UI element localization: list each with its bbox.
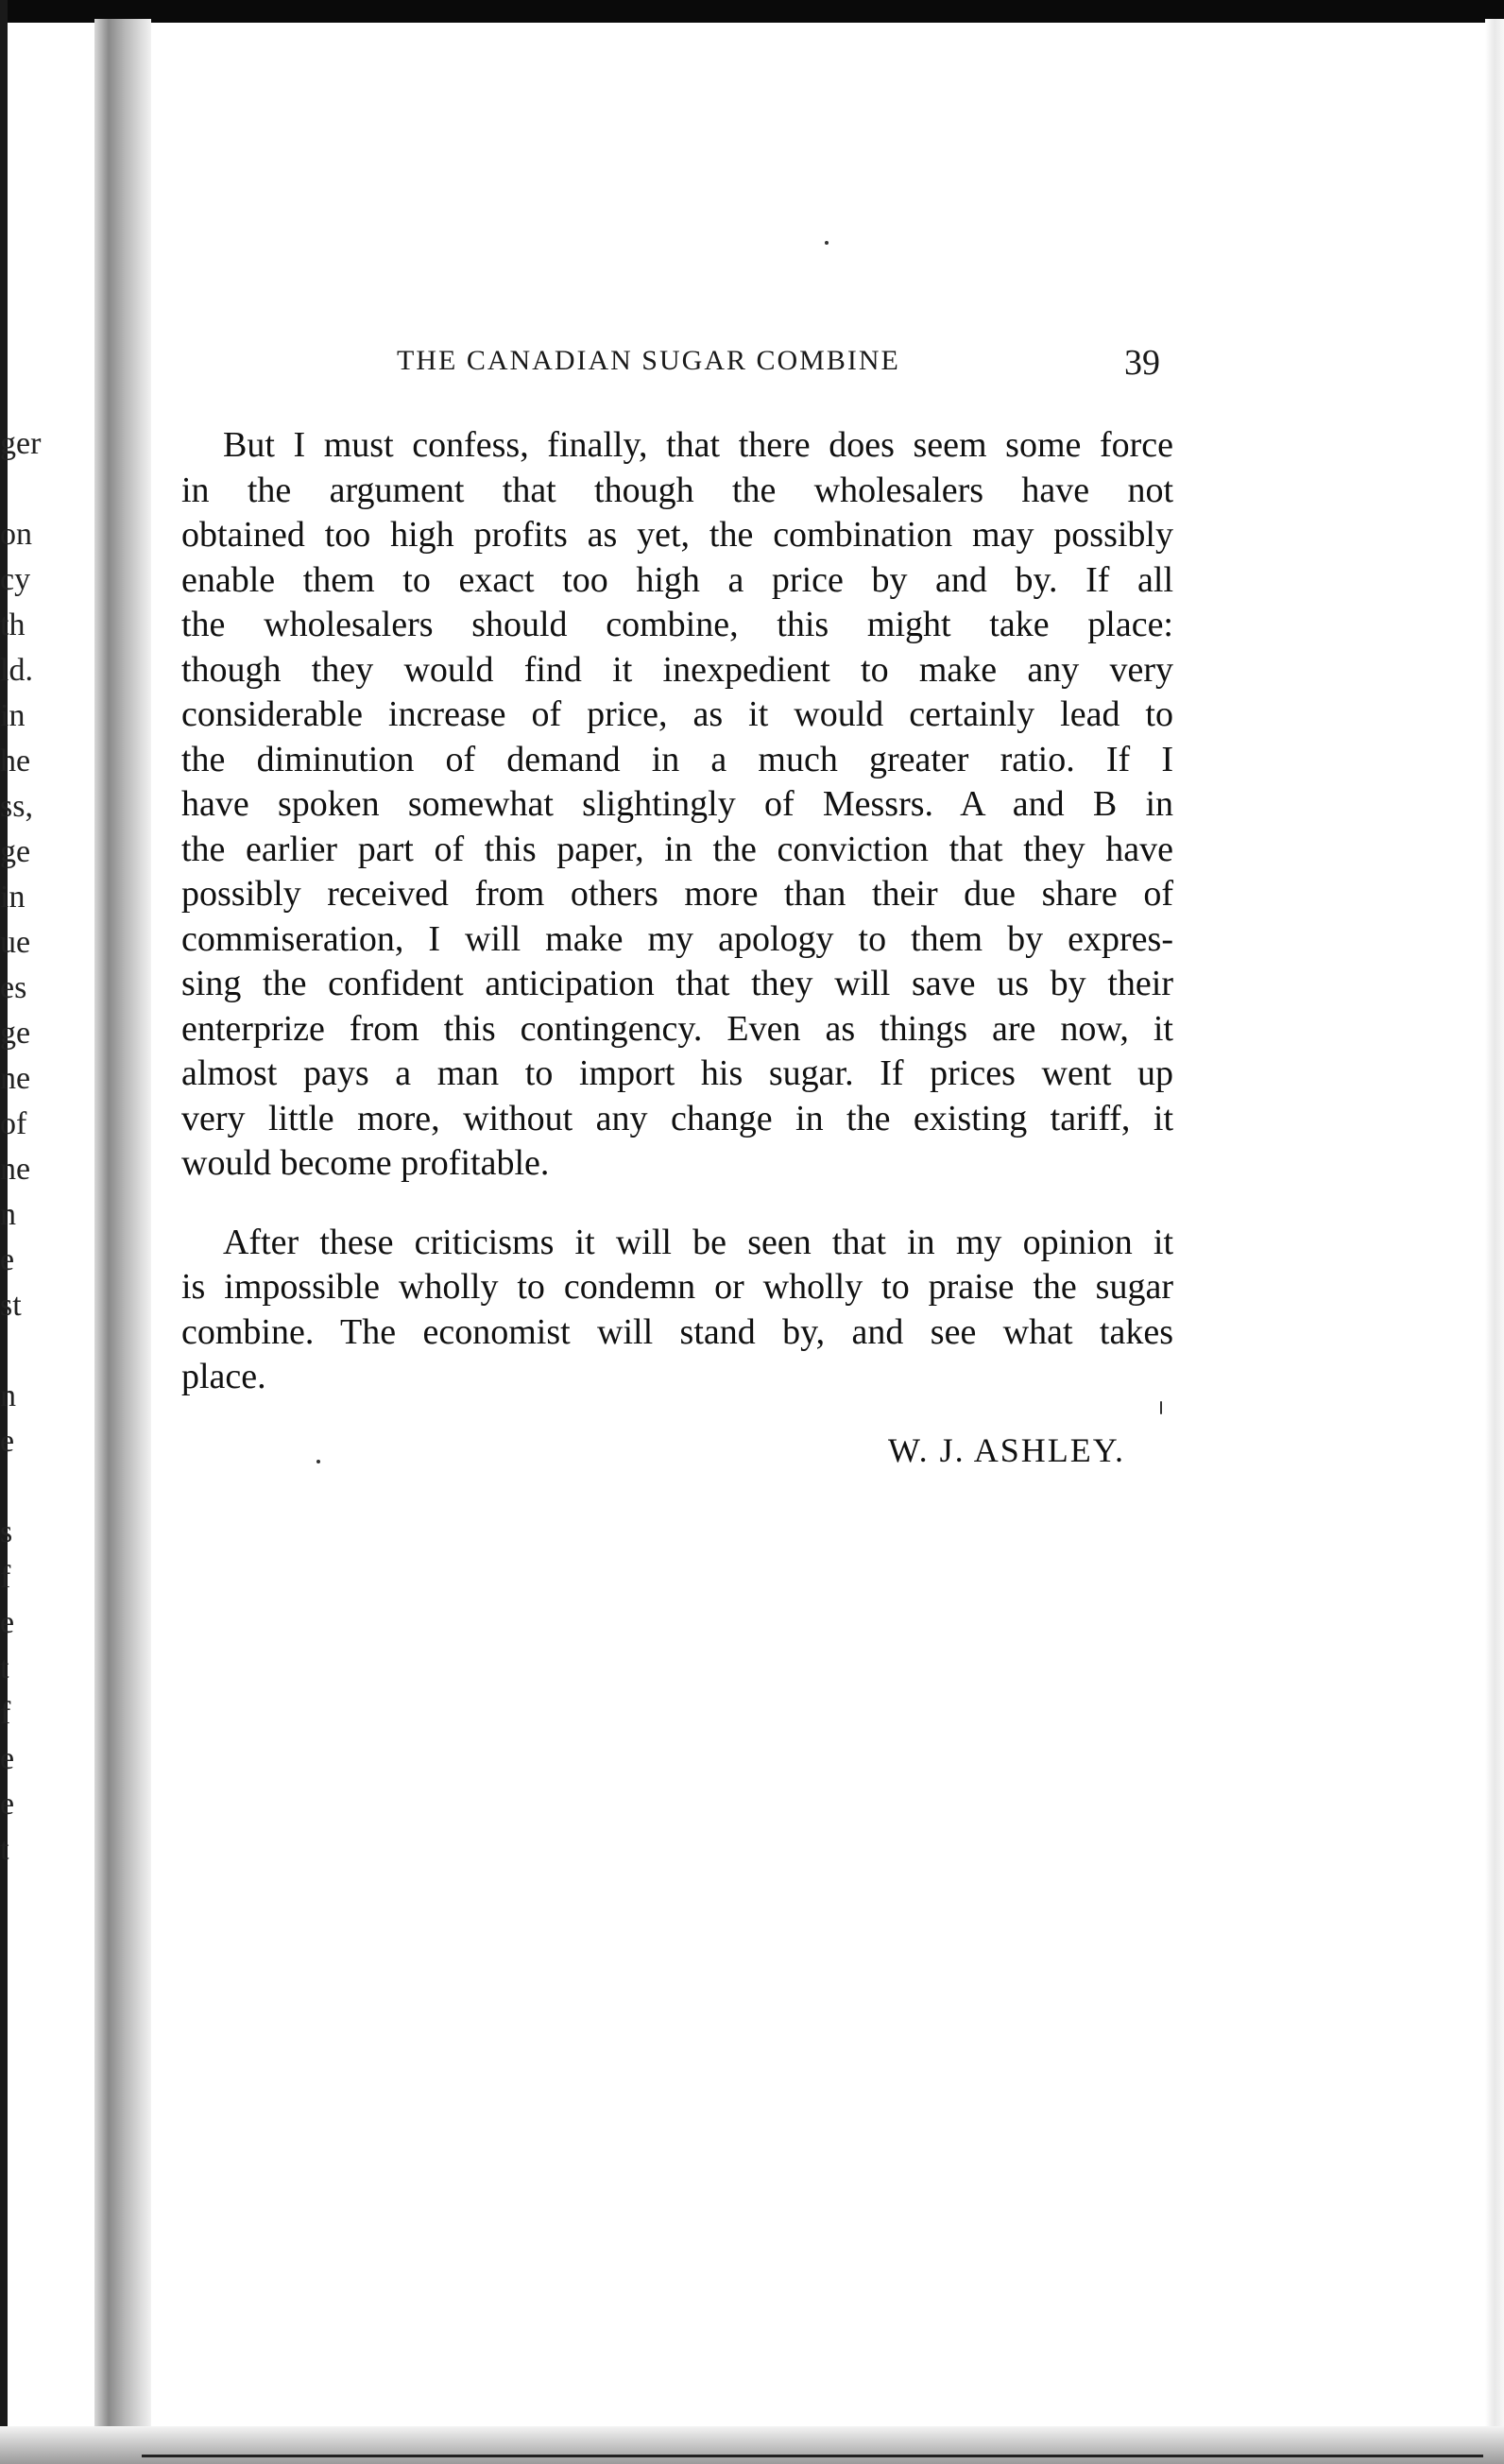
scan-speck [1160, 1401, 1162, 1414]
fragment-line: in [0, 698, 26, 733]
text-line: the diminution of demand in a much greater ratio. If I [181, 739, 1173, 779]
fragment-line: t [0, 1832, 9, 1867]
fragment-line: ger [0, 426, 42, 461]
fragment-line: f [0, 1696, 11, 1731]
fragment-line: f [0, 1560, 11, 1595]
fragment-line: in [0, 880, 26, 915]
text-line: have spoken somewhat slightingly of Messrs. A and B in [181, 784, 1173, 824]
text-line: enterprize from this contingency. Even as things are now, it [181, 1008, 1173, 1049]
fragment-line: e [0, 1605, 15, 1640]
text-line: in the argument that though the wholesalers have not [181, 470, 1173, 510]
text-line: though they would find it inexpedient to make any very [181, 649, 1173, 690]
text-line: sing the confident anticipation that they will save us by their [181, 964, 1173, 1003]
page-number: 39 [1124, 343, 1160, 383]
fragment-line: on [0, 517, 32, 552]
fragment-line: s [0, 1514, 13, 1549]
fragment-line: n [0, 1378, 16, 1413]
text-line: enable them to exact too high a price by and by. If all [181, 559, 1173, 600]
fragment-line: he [0, 744, 31, 779]
fragment-line: e [0, 1741, 15, 1776]
text-line: very little more, without any change in the existing tariff, it [181, 1098, 1173, 1138]
fragment-line: e [0, 1424, 15, 1459]
text-line: After these criticisms it will be seen that in my opinion it [223, 1222, 1173, 1262]
running-header: THE CANADIAN SUGAR COMBINE [397, 345, 900, 376]
text-line: obtained too high profits as yet, the combination may possibly [181, 515, 1173, 555]
text-line: would become profitable. [181, 1143, 550, 1183]
paragraph-2 [181, 1221, 1173, 1400]
page-bottom-edge [0, 2426, 1504, 2464]
fragment-line: e [0, 1787, 15, 1822]
scan-speck [316, 1460, 320, 1463]
text-line: considerable increase of price, as it would certainly lead to [181, 694, 1173, 734]
body-text [181, 423, 1173, 1400]
fragment-line: n [0, 1197, 16, 1232]
text-line: But I must confess, finally, that there does seem some force [223, 425, 1173, 465]
text-line: almost pays a man to import his sugar. If prices went up [181, 1053, 1173, 1093]
fragment-line: t [0, 1651, 9, 1685]
scan-speck [825, 241, 829, 245]
fragment-line: es [0, 970, 27, 1005]
fragment-line: ue [0, 925, 31, 960]
paragraph-1 [181, 423, 1173, 1187]
fragment-line: ne [0, 1061, 31, 1096]
fragment-line: st [0, 1288, 22, 1323]
author-signature: W. J. ASHLEY. [888, 1431, 1126, 1469]
fragment-line: ld. [0, 653, 33, 688]
page-top-edge [0, 0, 1504, 23]
fragment-line: th [0, 607, 26, 642]
fragment-line: cy [0, 562, 31, 597]
fragment-line: e [0, 1242, 15, 1277]
fragment-line: ge [0, 1016, 31, 1051]
book-spine-gutter [94, 19, 151, 2464]
text-line: possibly received from others more than their due share of [181, 874, 1173, 914]
text-line: the earlier part of this paper, in the conviction that they have [181, 829, 1173, 869]
text-line: combine. The economist will stand by, and see what takes [181, 1311, 1173, 1352]
text-line: is impossible wholly to condemn or wholly to praise the sugar [181, 1267, 1173, 1307]
page-right-edge [1485, 19, 1504, 2464]
fragment-line: ss, [0, 789, 33, 824]
page-bottom-line [142, 2455, 1483, 2457]
text-line: commiseration, I will make my apology to them by expres- [181, 918, 1173, 959]
fragment-line: of [0, 1106, 27, 1141]
fragment-line: ge [0, 834, 31, 869]
fragment-line: ne [0, 1152, 31, 1187]
text-line: place. [181, 1357, 266, 1396]
text-line: the wholesalers should combine, this might take place: [181, 605, 1173, 644]
